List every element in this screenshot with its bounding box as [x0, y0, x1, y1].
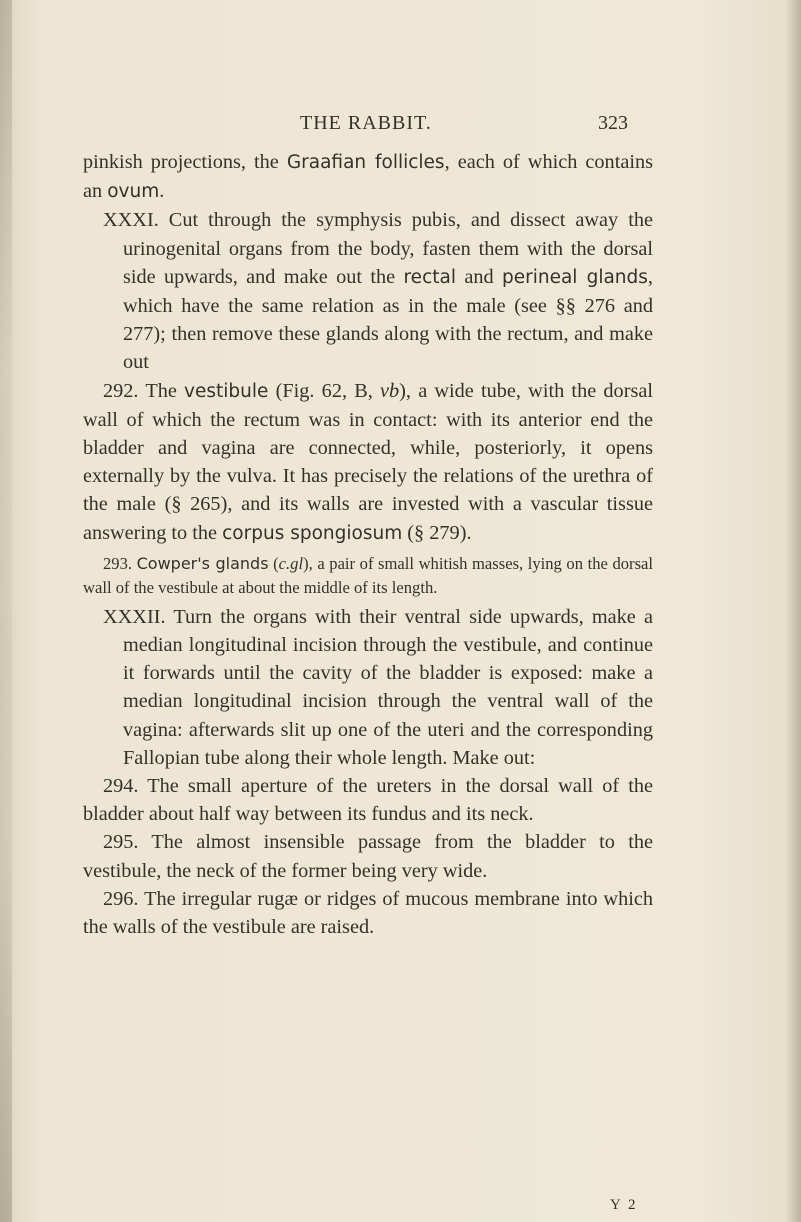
instruction-xxxi: XXXI. Cut through the symphysis pubis, and dissect away the urinogenital organs from the body, fasten them with the dorsal side upwards, and make out the rectal and perineal glands, which have the same relation as in the male (see §§ 276 and 277); then remove these glands along with the rectum, and make out: [103, 209, 653, 374]
page-number: 323: [598, 112, 628, 134]
signature-mark: Y 2: [610, 1197, 638, 1213]
instruction-xxxii: XXXII. Turn the organs with their ventral side upwards, make a median longitudinal incision through the vestibule, and continue it forwards until the cavity of the bladder is exposed: make a median longitudinal incision through the ventral wall of the vagina: afterwards slit up one of the uteri and the corresponding Fallopian tube along their whole length. Make out:: [103, 605, 653, 769]
section-296: 296. The irregular rugæ or ridges of mucous membrane into which the walls of the vestibule are raised.: [83, 887, 653, 939]
page-header: [0, 112, 801, 142]
section-292: 292. The vestibule (Fig. 62, B, vb), a wide tube, with the dorsal wall of which the rectum was in contact: with its anterior end the bladder and vagina are connected, while, posteriorly, it opens externally by the vulva. It has precisely the relations of the urethra of the male (§ 265), and its walls are invested with a vascular tissue answering to the corpus spongiosum (§ 279).: [83, 379, 653, 544]
section-293: 293. Cowper's glands (c.gl), a pair of small whitish masses, lying on the dorsal wall of the vestibule at about the middle of its length.: [83, 553, 654, 597]
term-cowpers-glands: Cowper's glands: [136, 553, 269, 573]
section-295: 295. The almost insensible passage from the bladder to the vestibule, the neck of the former being very wide.: [83, 831, 653, 882]
paragraph-continued: pinkish projections, the Graafian follicles, each of which contains an ovum.: [83, 151, 653, 203]
term-perineal-glands: perineal glands: [501, 266, 648, 288]
running-title: THE RABBIT.: [300, 112, 432, 134]
binding-shadow: [0, 0, 12, 1222]
term-vestibule: vestibule: [184, 380, 269, 402]
term-corpus-spongiosum: corpus spongiosum: [222, 522, 403, 544]
term-graafian-follicles: Graafian follicles: [286, 152, 445, 173]
body-text: [83, 148, 653, 941]
section-294: 294. The small aperture of the ureters in the dorsal wall of the bladder about half way between its fundus and its neck.: [83, 775, 653, 826]
term-rectal: rectal: [403, 266, 456, 288]
term-ovum: ovum: [107, 181, 160, 203]
